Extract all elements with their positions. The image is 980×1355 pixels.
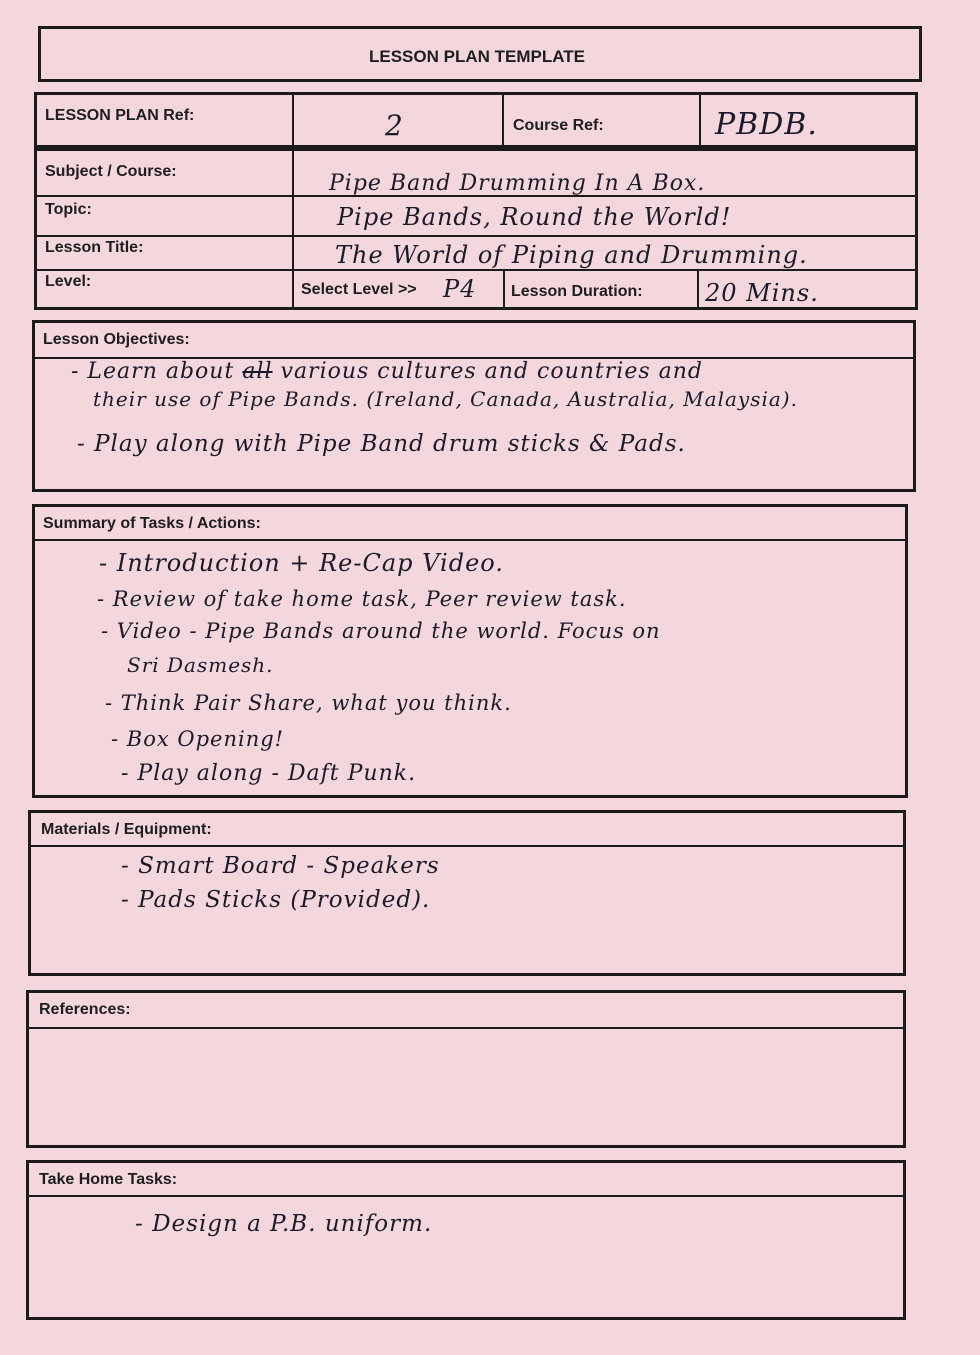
materials-box [28,810,906,976]
objectives-box [32,320,916,492]
task-line: - Play along - Daft Punk. [121,761,417,786]
objective-line-1 [71,359,703,384]
divider [699,95,701,145]
divider [502,95,504,145]
divider [35,539,905,541]
task-line: - Introduction + Re-Cap Video. [99,549,504,577]
task-line: - Review of take home task, Peer review task. [97,587,627,611]
task-line: Sri Dasmesh. [127,653,274,677]
objective-line-1-prefix: - Learn about [71,359,235,384]
divider [37,269,915,271]
lesson-duration-value: 20 Mins. [705,279,819,307]
course-ref-label: Course Ref: [513,117,604,134]
lesson-title-label: Lesson Title: [45,239,144,256]
divider [37,235,915,237]
topic-value: Pipe Bands, Round the World! [337,203,732,231]
course-ref-value: PBDB. [715,107,818,142]
lesson-title-value: The World of Piping and Drumming. [335,241,808,269]
topic-label: Topic: [45,201,92,218]
subject-value: Pipe Band Drumming In A Box. [329,171,706,196]
take-home-label: Take Home Tasks: [39,1171,178,1188]
ref-row [34,92,918,148]
tasks-box [32,504,908,798]
info-box [34,148,918,310]
materials-label: Materials / Equipment: [41,821,212,838]
task-line: - Box Opening! [111,727,285,751]
references-label: References: [39,1001,131,1018]
lesson-duration-label: Lesson Duration: [511,283,643,300]
references-box [26,990,906,1148]
select-level-value: P4 [443,275,477,303]
divider [29,1195,903,1197]
lesson-plan-ref-value: 2 [385,109,404,142]
take-home-line: - Design a P.B. uniform. [135,1211,433,1237]
lesson-plan-ref-label: LESSON PLAN Ref: [45,107,195,124]
divider [503,269,505,307]
material-line: - Smart Board - Speakers [121,853,440,879]
objective-line-3: - Play along with Pipe Band drum sticks & Pads. [77,431,686,457]
objectives-label: Lesson Objectives: [43,331,190,348]
page-title: LESSON PLAN TEMPLATE [369,47,585,66]
tasks-label: Summary of Tasks / Actions: [43,515,261,532]
take-home-box [26,1160,906,1320]
divider [31,845,903,847]
divider [292,151,294,307]
objective-line-2: their use of Pipe Bands. (Ireland, Canada, Australia, Malaysia). [93,387,798,411]
divider [697,269,699,307]
task-line: - Video - Pipe Bands around the world. Focus on [101,619,661,643]
level-label: Level: [45,273,92,290]
material-line: - Pads Sticks (Provided). [121,887,431,913]
divider [292,95,294,145]
struck-word: all [242,359,273,384]
objective-line-1-rest: various cultures and countries and [280,359,703,384]
select-level-label: Select Level >> [301,281,417,298]
title-box [38,26,922,82]
subject-label: Subject / Course: [45,163,177,180]
divider [29,1027,903,1029]
task-line: - Think Pair Share, what you think. [105,691,512,715]
